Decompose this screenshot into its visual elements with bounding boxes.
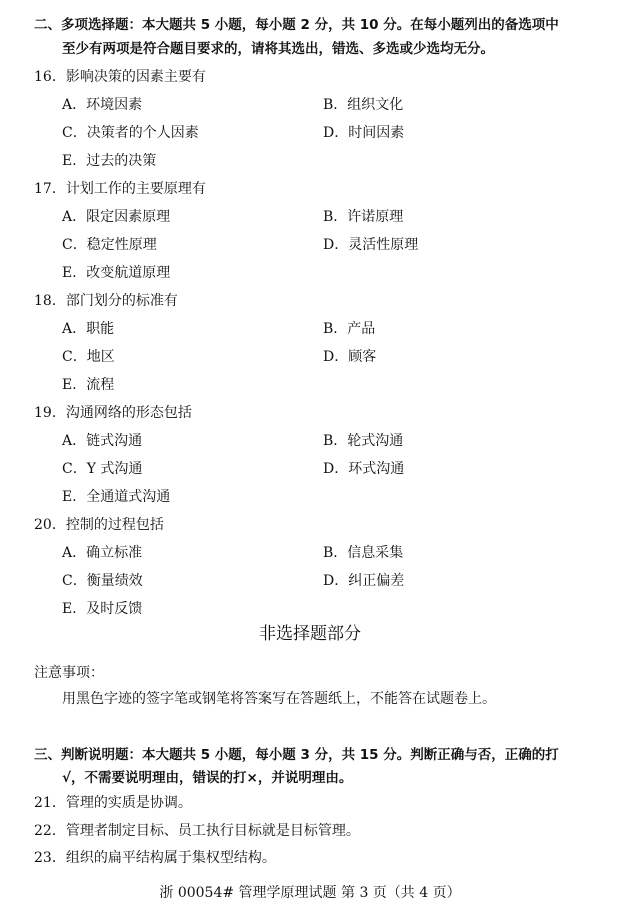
question-19-option-a: A．链式沟通 bbox=[62, 433, 143, 449]
question-18-option-a: A．职能 bbox=[62, 321, 115, 337]
section2-title-line2: 至少有两项是符合题目要求的，请将其选出，错选、多选或少选均无分。 bbox=[62, 41, 494, 57]
question-18-stem: 18．部门划分的标准有 bbox=[34, 293, 178, 309]
question-16-option-b: B．组织文化 bbox=[323, 97, 404, 113]
question-19-option-c: C．Y 式沟通 bbox=[62, 461, 143, 477]
question-23: 23．组织的扁平结构属于集权型结构。 bbox=[34, 850, 276, 866]
question-17-option-b: B．许诺原理 bbox=[323, 209, 404, 225]
question-16-stem: 16．影响决策的因素主要有 bbox=[34, 69, 206, 85]
question-21: 21．管理的实质是协调。 bbox=[34, 795, 192, 811]
section2-title-line1: 二、多项选择题：本大题共 5 小题，每小题 2 分，共 10 分。在每小题列出的备选项中 bbox=[34, 17, 559, 33]
question-22: 22．管理者制定目标、员工执行目标就是目标管理。 bbox=[34, 823, 360, 839]
question-19-option-e: E．全通道式沟通 bbox=[62, 489, 171, 505]
question-16-option-e: E．过去的决策 bbox=[62, 153, 157, 169]
question-20-option-c: C．衡量绩效 bbox=[62, 573, 143, 589]
question-17-option-d: D．灵活性原理 bbox=[323, 237, 419, 253]
question-17-option-e: E．改变航道原理 bbox=[62, 265, 171, 281]
page-footer: 浙 00054# 管理学原理试题 第 3 页（共 4 页） bbox=[159, 885, 461, 901]
nonchoice-heading: 非选择题部分 bbox=[259, 624, 361, 644]
question-17-option-c: C．稳定性原理 bbox=[62, 237, 157, 253]
question-20-stem: 20．控制的过程包括 bbox=[34, 517, 164, 533]
question-18-option-e: E．流程 bbox=[62, 377, 115, 393]
question-16-option-d: D．时间因素 bbox=[323, 125, 405, 141]
question-17-stem: 17．计划工作的主要原理有 bbox=[34, 181, 206, 197]
question-20-option-a: A．确立标准 bbox=[62, 545, 143, 561]
notice-label: 注意事项： bbox=[34, 665, 104, 681]
question-19-stem: 19．沟通网络的形态包括 bbox=[34, 405, 192, 421]
section3-title-line2: √，不需要说明理由，错误的打×，并说明理由。 bbox=[62, 770, 353, 786]
question-20-option-b: B．信息采集 bbox=[323, 545, 404, 561]
question-18-option-d: D．顾客 bbox=[323, 349, 377, 365]
question-19-option-b: B．轮式沟通 bbox=[323, 433, 404, 449]
question-18-option-b: B．产品 bbox=[323, 321, 376, 337]
question-16-option-a: A．环境因素 bbox=[62, 97, 143, 113]
question-20-option-d: D．纠正偏差 bbox=[323, 573, 405, 589]
question-19-option-d: D．环式沟通 bbox=[323, 461, 405, 477]
question-16-option-c: C．决策者的个人因素 bbox=[62, 125, 199, 141]
question-17-option-a: A．限定因素原理 bbox=[62, 209, 171, 225]
question-18-option-c: C．地区 bbox=[62, 349, 115, 365]
section3-title-line1: 三、判断说明题：本大题共 5 小题，每小题 3 分，共 15 分。判断正确与否，正确的打 bbox=[34, 747, 559, 763]
question-20-option-e: E．及时反馈 bbox=[62, 601, 143, 617]
notice-text: 用黑色字迹的签字笔或钢笔将答案写在答题纸上，不能答在试题卷上。 bbox=[62, 691, 496, 707]
